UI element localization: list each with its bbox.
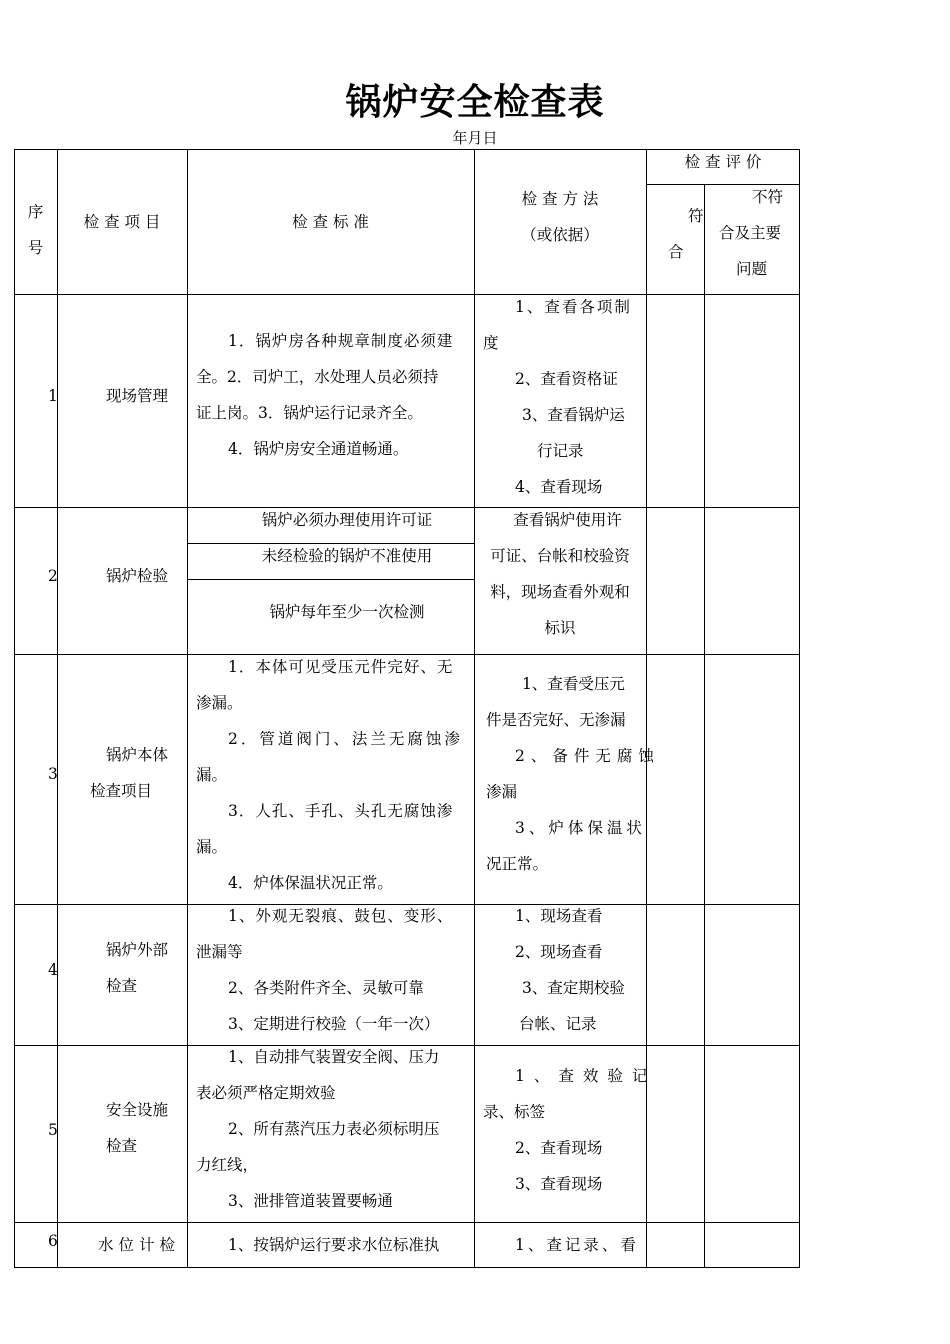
row-item: 现场管理 <box>106 387 169 405</box>
row-method: 1、查效验记 录、标签 2、查看现场 3、查看现场 <box>483 1067 657 1193</box>
row-item: 锅炉检验 <box>106 567 169 585</box>
document-title: 锅炉安全检查表 <box>345 81 605 123</box>
row-seq: 3 <box>48 765 58 783</box>
header-nonconform: 不符 合及主要 问题 <box>719 188 784 278</box>
row-item: 安全设施 检查 <box>106 1101 169 1155</box>
row-seq: 4 <box>48 961 58 979</box>
header-method: 检 查 方 法 （或依据） <box>521 190 599 244</box>
row-item: 水位计检 <box>98 1236 181 1254</box>
header-conform: 符 合 <box>668 207 704 261</box>
col-line <box>474 149 475 1268</box>
row-standard-line: 锅炉每年至少一次检测 <box>269 603 425 621</box>
row-seq: 2 <box>48 567 58 585</box>
row-standard: 1．锅炉房各种规章制度必须建 全。2．司炉工，水处理人员必须持 证上岗。3．锅炉运行记录齐全。 4．锅炉房安全通道畅通。 <box>196 332 454 458</box>
col-line <box>799 149 800 1268</box>
subrow-divider <box>187 579 474 580</box>
row-seq: 1 <box>48 387 58 405</box>
row-method: 查看锅炉使用许 可证、台帐和校验资 料，现场查看外观和 标识 <box>490 511 630 637</box>
table-border-bottom <box>14 1267 800 1268</box>
row-standard-line: 1、按锅炉运行要求水位标准执 <box>228 1236 440 1254</box>
row-method: 1、现场查看 2、现场查看 3、查定期校验 台帐、记录 <box>515 907 625 1033</box>
header-seq: 序 号 <box>27 203 44 257</box>
row-seq: 6 <box>48 1232 58 1250</box>
row-standard-line: 未经检验的锅炉不准使用 <box>261 547 433 565</box>
col-line <box>14 149 15 1268</box>
row-method: 1、查看受压元 件是否完好、无渗漏 2、备件无腐蚀 渗漏 3、炉体保温状 况正常。 <box>486 675 660 873</box>
row-item: 锅炉本体 检查项目 <box>90 746 169 800</box>
date-line: 年月日 <box>452 129 498 147</box>
row-divider <box>14 1222 800 1223</box>
row-standard-line: 锅炉必须办理使用许可证 <box>261 511 433 529</box>
header-bottom-line <box>14 294 800 295</box>
header-item: 检 查 项 目 <box>83 213 161 231</box>
header-eval: 检 查 评 价 <box>684 153 762 171</box>
row-item: 锅炉外部 检查 <box>106 941 169 995</box>
col-line <box>704 184 705 1268</box>
row-standard: 1．本体可见受压元件完好、无 渗漏。 2．管道阀门、法兰无腐蚀渗 漏。 3．人孔、手孔、头孔无腐蚀渗 漏。 4．炉体保温状况正常。 <box>196 658 463 892</box>
col-line <box>57 149 58 1268</box>
row-standard: 1、自动排气装置安全阀、压力 表必须严格定期效验 2、所有蒸汽压力表必须标明压 力红线， 3、泄排管道装置要畅通 <box>196 1048 440 1210</box>
header-standard: 检 查 标 准 <box>292 213 369 231</box>
col-line <box>187 149 188 1268</box>
row-method: 1、查看各项制 度 2、查看资格证 3、查看锅炉运 行记录 4、查看现场 <box>483 298 632 496</box>
row-seq: 5 <box>48 1121 58 1139</box>
row-standard: 1、外观无裂痕、鼓包、变形、 泄漏等 2、各类附件齐全、灵敏可靠 3、定期进行校验（一年一次） <box>196 907 454 1033</box>
row-method-line: 1、查记录、看 <box>515 1236 639 1254</box>
